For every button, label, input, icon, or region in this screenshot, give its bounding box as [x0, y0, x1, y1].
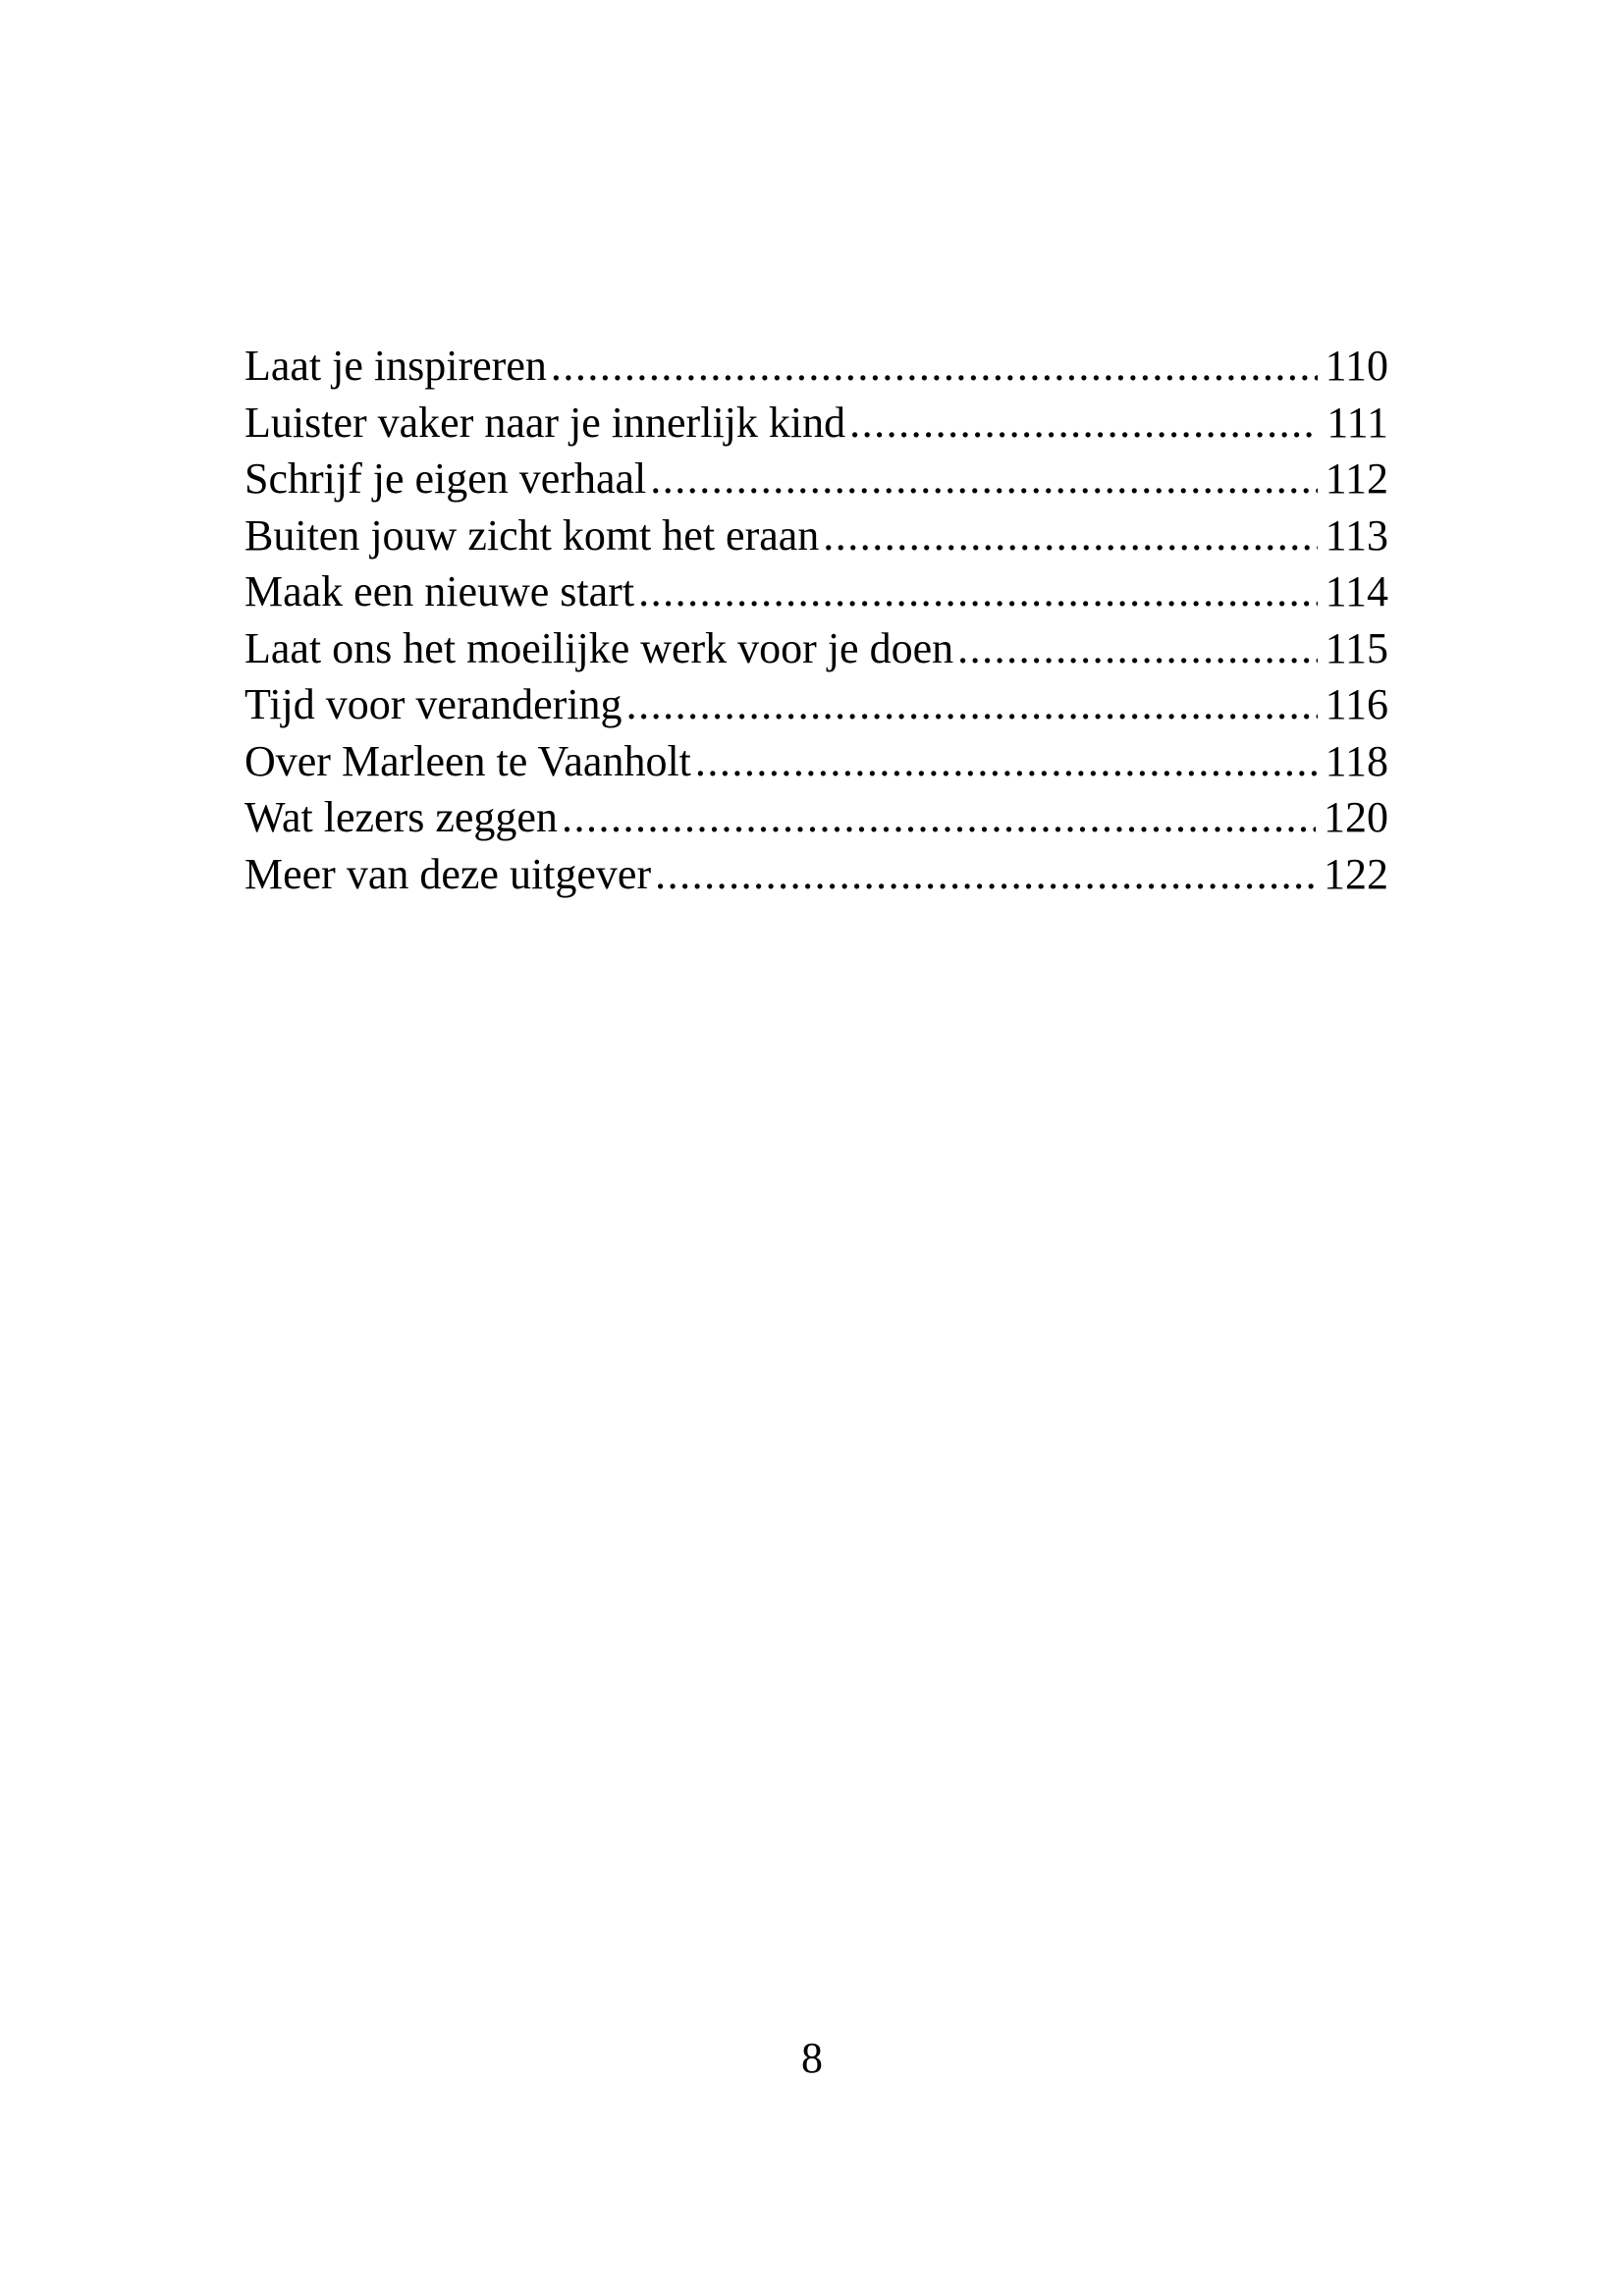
toc-entry-page: 122 [1324, 849, 1388, 898]
toc-entry-page: 111 [1326, 398, 1388, 447]
toc-entry[interactable] [244, 846, 1388, 903]
toc-entry[interactable] [244, 733, 1388, 790]
toc-entry-title: Luister vaker naar je innerlijk kind [244, 398, 846, 447]
toc-entry[interactable] [244, 338, 1388, 395]
toc-entry-title: Laat ons het moeilijke werk voor je doen [244, 623, 954, 672]
toc-entry[interactable] [244, 676, 1388, 733]
toc-entry-title: Maak een nieuwe start [244, 567, 635, 615]
toc-entry-page: 115 [1325, 623, 1388, 672]
toc-dot-leader [650, 451, 1317, 507]
toc-entry-page: 112 [1325, 454, 1388, 503]
toc-entry-page: 118 [1325, 736, 1388, 785]
toc-entry-page: 110 [1325, 342, 1388, 390]
toc-entry-title: Schrijf je eigen verhaal [244, 454, 647, 503]
toc-entry[interactable] [244, 620, 1388, 677]
toc-entry-title: Meer van deze uitgever [244, 849, 652, 898]
toc-dot-leader [551, 338, 1318, 395]
toc-entry[interactable] [244, 451, 1388, 507]
toc-entry-page: 114 [1325, 567, 1388, 615]
toc-entry[interactable] [244, 395, 1388, 452]
toc-entry-page: 120 [1324, 793, 1388, 841]
toc-entry[interactable] [244, 789, 1388, 846]
page-number: 8 [801, 2034, 823, 2082]
toc-entry-title: Buiten jouw zicht komt het eraan [244, 510, 820, 560]
toc-entry[interactable] [244, 563, 1388, 620]
toc-dot-leader [562, 789, 1316, 846]
toc-entry-title: Over Marleen te Vaanholt [244, 736, 691, 785]
toc-entry[interactable] [244, 507, 1388, 564]
toc-entry-page: 113 [1325, 510, 1388, 560]
toc-entry-title: Wat lezers zeggen [244, 793, 558, 841]
toc-dot-leader [626, 676, 1318, 733]
toc-dot-leader [695, 733, 1318, 790]
table-of-contents [244, 338, 1388, 902]
toc-dot-leader [638, 563, 1318, 620]
toc-dot-leader [655, 846, 1316, 903]
toc-entry-title: Tijd voor verandering [244, 680, 623, 728]
toc-entry-title: Laat je inspireren [244, 342, 547, 390]
toc-dot-leader [957, 620, 1318, 677]
toc-entry-page: 116 [1325, 680, 1388, 728]
toc-dot-leader [823, 507, 1317, 564]
toc-dot-leader [849, 395, 1319, 452]
